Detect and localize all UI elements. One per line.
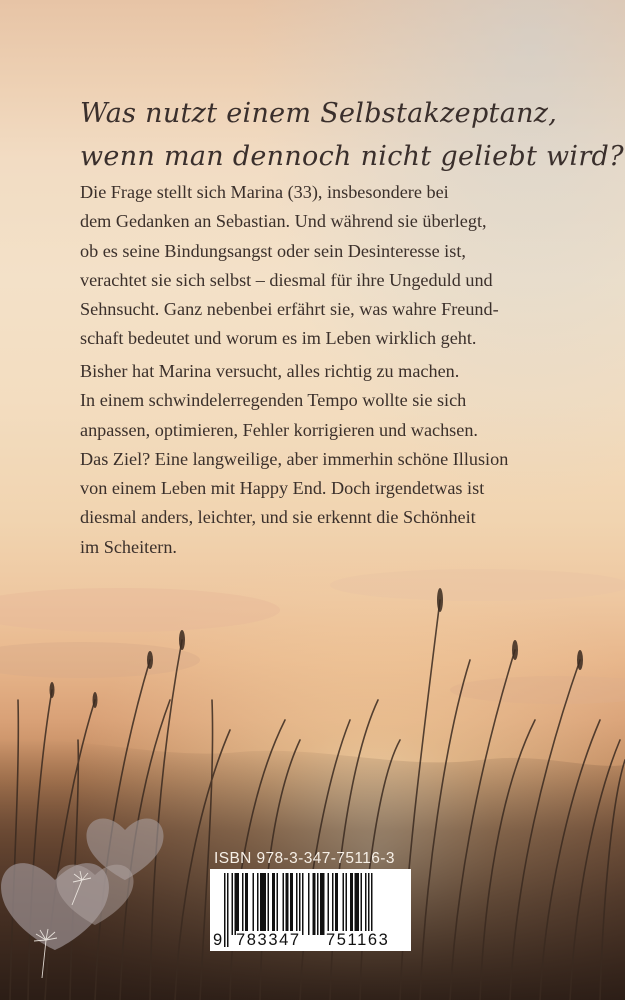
blurb-line: diesmal anders, leichter, und sie erkennt die Schönheit bbox=[80, 507, 476, 528]
barcode-bar bbox=[242, 873, 244, 935]
barcode-bar bbox=[346, 873, 348, 935]
barcode-bar bbox=[272, 873, 275, 935]
blurb-paragraph-2 bbox=[80, 357, 550, 562]
barcode-bar bbox=[332, 873, 334, 935]
barcode-bar bbox=[257, 873, 259, 935]
barcode-bar bbox=[260, 873, 266, 935]
blurb-line: Das Ziel? Eine langweilige, aber immerhin schöne Illusion bbox=[80, 448, 509, 469]
tagline-line: wenn man dennoch nicht geliebt wird? bbox=[80, 141, 624, 172]
barcode-digits-right: 751163 bbox=[326, 931, 390, 949]
blurb-line: In einem schwindelerregenden Tempo wollte sie sich bbox=[80, 390, 467, 411]
barcode-digits-left: 783347 bbox=[236, 931, 301, 949]
tagline bbox=[80, 92, 624, 178]
barcode-bar bbox=[335, 873, 338, 935]
blurb-line: dem Gedanken an Sebastian. Und während sie überlegt, bbox=[80, 211, 487, 232]
blurb-line: anpassen, optimieren, Fehler korrigieren und wachsen. bbox=[80, 419, 478, 440]
barcode-bar bbox=[302, 873, 304, 935]
barcode-bar bbox=[361, 873, 363, 935]
barcode-bar bbox=[308, 873, 310, 935]
barcode-bar bbox=[245, 873, 248, 935]
isbn-label: ISBN 978-3-347-75116-3 bbox=[214, 850, 395, 867]
barcode-bar bbox=[232, 873, 234, 935]
blurb-line: verachtet sie sich selbst – diesmal für ihre Ungeduld und bbox=[80, 269, 493, 290]
barcode-bar bbox=[365, 873, 367, 935]
barcode-bar bbox=[320, 873, 325, 935]
isbn-barcode bbox=[210, 869, 411, 951]
blurb-line: im Scheitern. bbox=[80, 536, 177, 557]
blurb-line: Die Frage stellt sich Marina (33), insbesondere bei bbox=[80, 182, 449, 202]
blurb-line: Sehnsucht. Ganz nebenbei erfährt sie, was wahre Freund- bbox=[80, 299, 499, 320]
barcode-bar bbox=[268, 873, 270, 935]
barcode-bar bbox=[253, 873, 255, 935]
barcode-bar bbox=[286, 873, 289, 935]
barcode-bar bbox=[350, 873, 353, 935]
barcode-bar bbox=[235, 873, 240, 935]
blurb-line: von einem Leben mit Happy End. Doch irgendetwas ist bbox=[80, 478, 485, 499]
tagline-line: Was nutzt einem Selbstakzeptanz, bbox=[80, 98, 558, 129]
blurb-line: ob es seine Bindungsangst oder sein Desinteresse ist, bbox=[80, 240, 466, 261]
barcode-digit-first: 9 bbox=[213, 931, 223, 949]
barcode-bar bbox=[290, 873, 293, 935]
barcode-bar bbox=[355, 873, 360, 935]
blurb-line: Bisher hat Marina versucht, alles richtig zu machen. bbox=[80, 361, 460, 381]
barcode-bar bbox=[277, 873, 279, 935]
blurb-line: schaft bedeutet und worum es im Leben wirklich geht. bbox=[80, 328, 477, 349]
barcode-bar bbox=[317, 873, 319, 935]
barcode-bar bbox=[343, 873, 345, 935]
barcode-bar bbox=[283, 873, 285, 935]
barcode-bar bbox=[328, 873, 330, 935]
blurb-paragraph-1 bbox=[80, 178, 550, 354]
barcode-bar bbox=[313, 873, 316, 935]
